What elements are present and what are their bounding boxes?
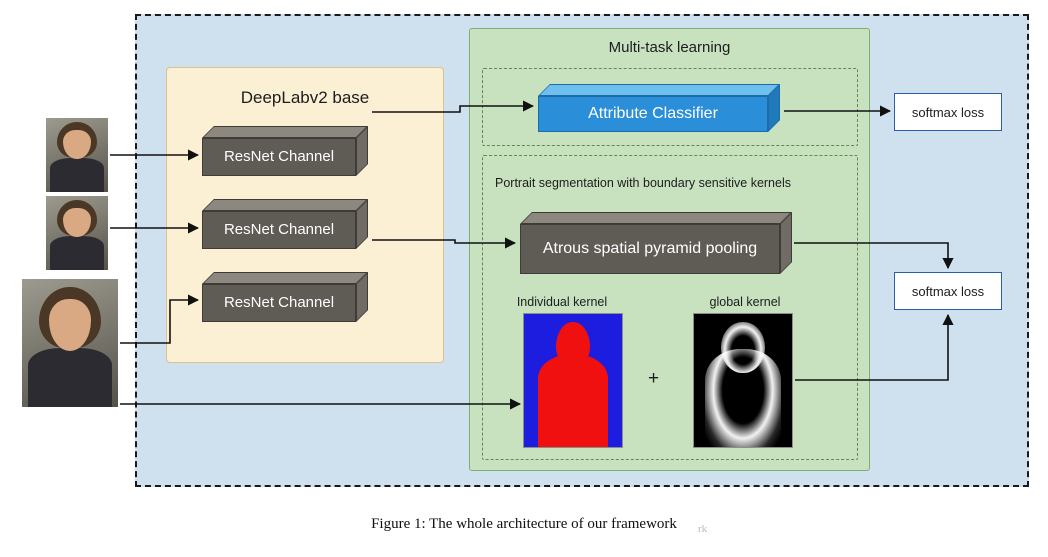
portrait-input-2 [46,196,108,270]
resnet-channel-block-2 [202,199,368,249]
figure-caption-artifact: rk [698,523,708,535]
individual-kernel-image [523,313,623,448]
portrait-input-1 [46,118,108,192]
resnet-channel-label-1: ResNet Channel [202,138,356,176]
kernel-silhouette-body [538,354,609,447]
softmax-loss-segmentation: softmax loss [894,272,1002,310]
kernel-glow-head [721,322,764,373]
figure-caption: Figure 1: The whole architecture of our framework [371,516,677,532]
block-side-face [780,212,792,274]
portrait-body [50,158,105,192]
block-top-face [520,212,792,224]
kernel-silhouette-head [556,322,589,365]
global-kernel-image [693,313,793,448]
block-top-face [202,272,368,284]
global-kernel-caption: global kernel [709,295,781,309]
block-top-face [538,84,780,96]
resnet-channel-label-3: ResNet Channel [202,284,356,322]
aspp-label: Atrous spatial pyramid pooling [520,224,780,274]
segmentation-branch-label: Portrait segmentation with boundary sensitive kernels [495,176,791,190]
resnet-channel-block-3 [202,272,368,322]
attribute-classifier-label: Attribute Classifier [538,96,768,132]
resnet-channel-block-1 [202,126,368,176]
resnet-channel-label-2: ResNet Channel [202,211,356,249]
portrait-input-3 [22,279,118,407]
portrait-body [50,236,105,270]
atrous-spatial-pyramid-pooling-block [520,212,792,274]
kernel-combine-operator: + [648,368,660,389]
multi-task-learning-title: Multi-task learning [608,39,731,56]
deeplabv2-base-title: DeepLabv2 base [240,88,370,107]
block-top-face [202,126,368,138]
softmax-loss-attribute: softmax loss [894,93,1002,131]
individual-kernel-caption: Individual kernel [516,295,608,309]
block-top-face [202,199,368,211]
portrait-body [28,348,112,407]
attribute-classifier-block [538,84,780,132]
